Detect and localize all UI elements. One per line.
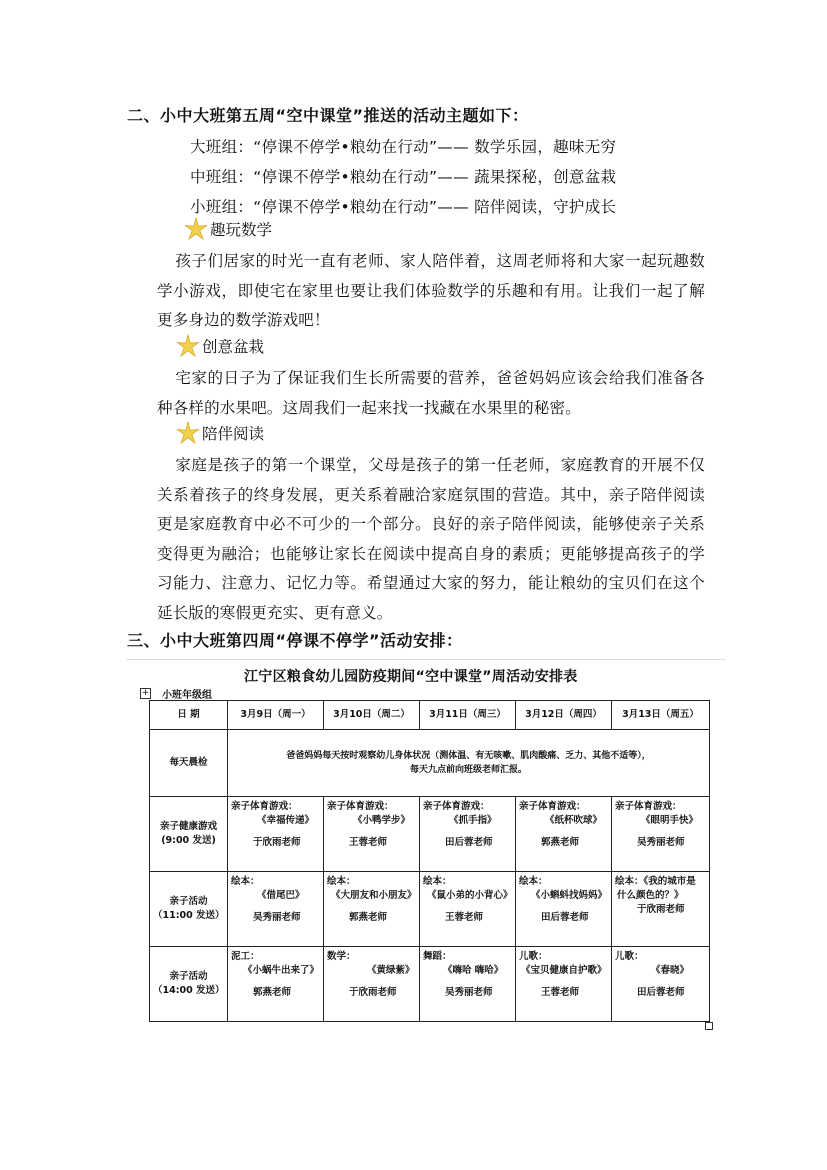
activity-teacher: 田后蓉老师 [637, 987, 685, 998]
row-time: （14:00 发送） [153, 985, 225, 996]
activity-type: 亲子体育游戏： [519, 801, 586, 812]
activity-type: 亲子体育游戏： [327, 801, 394, 812]
activity-name: 《小蝌蚪找妈妈》 [531, 890, 608, 901]
topic-heading-reading [176, 421, 264, 445]
paragraph-text: 家庭是孩子的第一个课堂，父母是孩子的第一任老师，家庭教育的开展不仅关系着孩子的终身发展，更关系着融洽家庭氛围的营造。其中，亲子陪伴阅读更是家庭教育中必不可少的一个部分。良好的亲子陪伴阅读，能够使亲子关系变得更为融洽；也能够让家长在阅读中提高自身的素质；更能够提高孩子的学习能力、注意力、记忆力等。希望通过大家的努力，能让粮幼的宝贝们在这个延长版的寒假更充实、更有意义。 [157, 456, 705, 622]
activity-name: 《鼠小弟的小背心》 [427, 890, 513, 901]
topic-paragraph-math [157, 247, 705, 336]
table-move-handle-icon[interactable]: + [141, 688, 150, 698]
activity-name: 《纸杯吹球》 [545, 815, 603, 826]
sparkle-star-icon [176, 334, 200, 358]
activity-cell [420, 947, 516, 1022]
activity-type: 泥工： [231, 951, 260, 962]
activity-cell [228, 797, 324, 872]
activity-cell [324, 872, 420, 947]
activity-cell [420, 872, 516, 947]
schedule-top-rule [126, 659, 726, 660]
section-three-heading: 三、小中大班第四周“停课不停学”活动安排： [127, 631, 463, 650]
topic-title: 趣玩数学 [210, 221, 273, 239]
topic-title: 陪伴阅读 [202, 425, 265, 443]
group-line-middle: 中班组：“停课不停学•粮幼在行动”—— 蔬果探秘，创意盆栽 [190, 168, 617, 186]
activity-teacher: 吴秀丽老师 [445, 987, 493, 998]
activity-name: 《大朋友和小朋友》 [331, 890, 417, 901]
topic-title: 创意盆栽 [202, 338, 265, 356]
activity-cell [228, 947, 324, 1022]
activity-name: 《嗨哈 嗨哈》 [443, 965, 504, 976]
activity-name: 《借尾巴》 [257, 890, 305, 901]
morning-check-text: 爸爸妈妈每天按时观察幼儿身体状况（测体温、有无咳嗽、肌肉酸痛、乏力、其他不适等）， [286, 751, 651, 761]
activity-cell [324, 947, 420, 1022]
topic-heading-math [184, 217, 272, 241]
row-time: （11:00 发送） [153, 910, 225, 921]
activity-type: 绘本：《我的城市是 [615, 876, 696, 887]
date-cell: 3月10日（周二） [324, 701, 420, 730]
activity-type: 舞蹈： [423, 951, 452, 962]
group-line-small: 小班组：“停课不停学•粮幼在行动”—— 陪伴阅读，守护成长 [190, 198, 617, 216]
row-label-cell [150, 797, 228, 872]
section-two-heading: 二、小中大班第五周“空中课堂”推送的活动主题如下： [127, 106, 529, 125]
activity-teacher: 于欣雨老师 [253, 837, 301, 848]
activity-type: 儿歌： [615, 951, 644, 962]
morning-check-label: 每天晨检 [150, 730, 228, 797]
row-time: (9:00 发送) [161, 835, 216, 846]
activity-name: 《幸福传递》 [257, 815, 315, 826]
topic-paragraph-planting [157, 364, 705, 423]
row-label: 亲子活动 [169, 896, 208, 907]
activity-type: 亲子体育游戏： [615, 801, 682, 812]
activity-teacher: 田后蓉老师 [445, 837, 493, 848]
activity-type: 数学： [327, 951, 356, 962]
date-header-cell: 日 期 [150, 701, 228, 730]
paragraph-text: 宅家的日子为了保证我们生长所需要的营养，爸爸妈妈应该会给我们准备各种各样的水果吧。这周我们一起来找一找藏在水果里的秘密。 [157, 369, 705, 417]
activity-teacher: 于欣雨老师 [349, 987, 397, 998]
activity-type: 绘本： [519, 876, 548, 887]
activity-cell [612, 872, 710, 947]
activity-type: 儿歌： [519, 951, 548, 962]
activity-teacher: 吴秀丽老师 [253, 912, 301, 923]
date-cell: 3月9日（周一） [228, 701, 324, 730]
activity-name: 《春晓》 [651, 965, 690, 976]
date-cell: 3月11日（周三） [420, 701, 516, 730]
activity-teacher: 王蓉老师 [541, 987, 580, 998]
activity-teacher: 郭燕老师 [349, 912, 388, 923]
activity-teacher: 郭燕老师 [541, 837, 580, 848]
schedule-group-label: 小班年级组 [162, 690, 212, 701]
table-row [150, 797, 710, 872]
table-row [150, 872, 710, 947]
activity-name: 什么颜色的？》 [617, 890, 684, 901]
activity-name: 《小鸭学步》 [353, 815, 411, 826]
activity-teacher: 王蓉老师 [349, 837, 388, 848]
activity-cell [516, 872, 612, 947]
topic-heading-planting [176, 334, 264, 358]
row-label-cell [150, 947, 228, 1022]
activity-type: 绘本： [423, 876, 452, 887]
activity-name: 《小蜗牛出来了》 [243, 965, 320, 976]
table-resize-handle[interactable] [705, 1022, 713, 1030]
date-cell: 3月12日（周四） [516, 701, 612, 730]
activity-cell [516, 947, 612, 1022]
activity-cell [228, 872, 324, 947]
activity-type: 亲子体育游戏： [423, 801, 490, 812]
morning-check-cell [228, 730, 710, 797]
table-row [150, 730, 710, 797]
activity-cell [420, 797, 516, 872]
date-cell: 3月13日（周五） [612, 701, 710, 730]
schedule-title: 江宁区粮食幼儿园防疫期间“空中课堂”周活动安排表 [244, 669, 578, 685]
activity-teacher: 于欣雨老师 [637, 904, 685, 915]
activity-cell [516, 797, 612, 872]
activity-name: 《宝贝健康自护歌》 [521, 965, 607, 976]
sparkle-star-icon [184, 217, 208, 241]
activity-teacher: 郭燕老师 [253, 987, 292, 998]
activity-type: 绘本： [231, 876, 260, 887]
activity-type: 绘本： [327, 876, 356, 887]
row-label-cell [150, 872, 228, 947]
activity-teacher: 田后蓉老师 [541, 912, 589, 923]
activity-cell [324, 797, 420, 872]
table-row [150, 947, 710, 1022]
activity-cell [612, 947, 710, 1022]
activity-type: 亲子体育游戏： [231, 801, 298, 812]
schedule-table [149, 700, 710, 1022]
paragraph-text: 孩子们居家的时光一直有老师、家人陪伴着，这周老师将和大家一起玩趣数学小游戏，即使宅在家里也要让我们体验数学的乐趣和有用。让我们一起了解更多身边的数学游戏吧！ [157, 252, 705, 329]
topic-paragraph-reading [157, 451, 705, 628]
activity-cell [612, 797, 710, 872]
sparkle-star-icon [176, 421, 200, 445]
activity-name: 《眼明手快》 [641, 815, 699, 826]
group-line-large: 大班组：“停课不停学•粮幼在行动”—— 数学乐园，趣味无穷 [190, 138, 617, 156]
morning-check-text: 每天九点前向班级老师汇报。 [409, 765, 527, 775]
activity-teacher: 吴秀丽老师 [637, 837, 685, 848]
activity-teacher: 王蓉老师 [445, 912, 484, 923]
row-label: 亲子活动 [169, 971, 208, 982]
activity-name: 《黄绿紫》 [367, 965, 415, 976]
row-label: 亲子健康游戏 [159, 821, 217, 832]
activity-name: 《抓手指》 [449, 815, 497, 826]
table-row [150, 701, 710, 730]
